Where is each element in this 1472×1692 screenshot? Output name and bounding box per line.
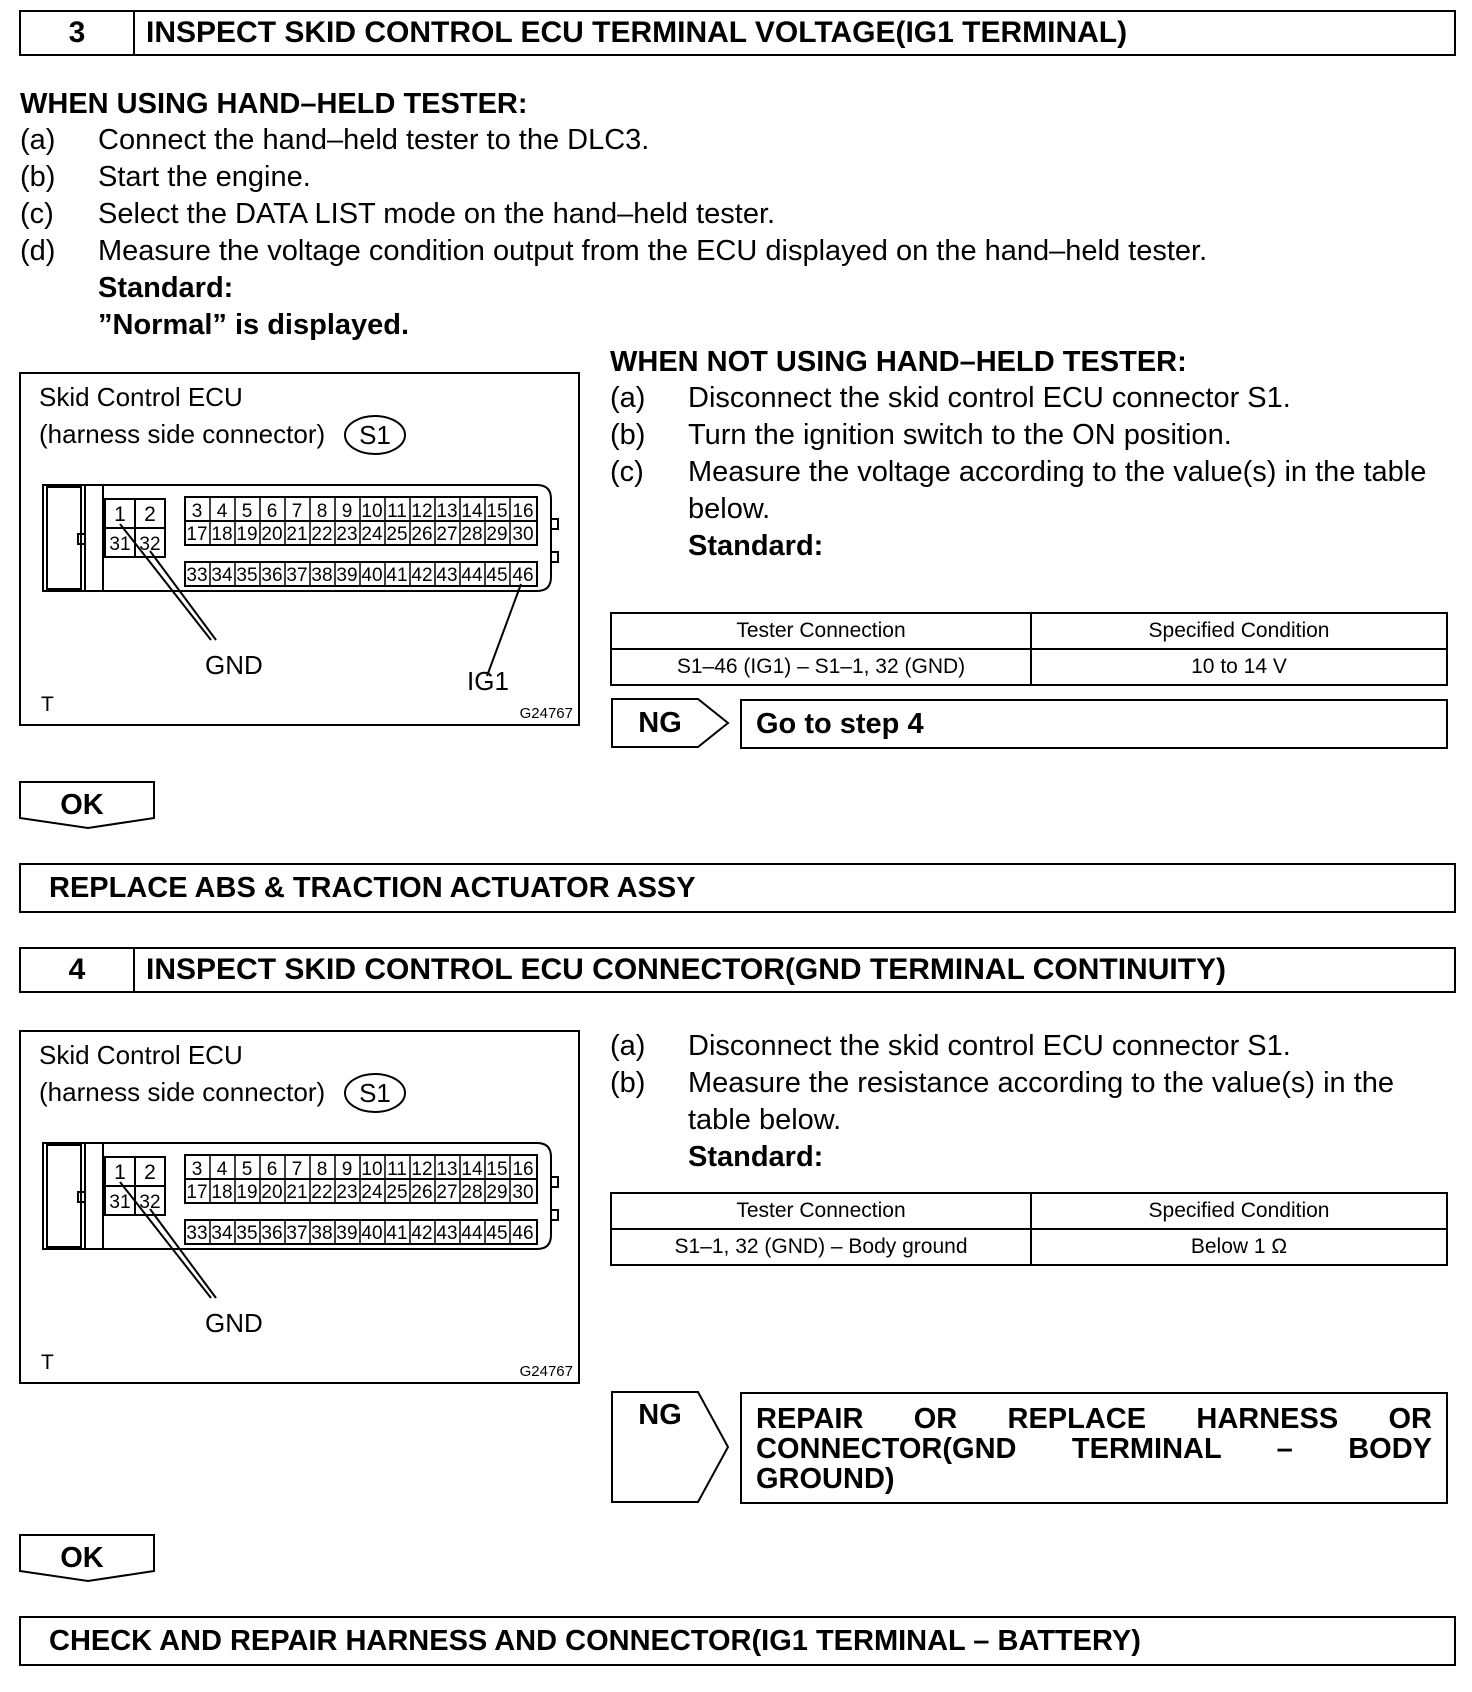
svg-text:20: 20 <box>261 1182 283 1203</box>
svg-text:19: 19 <box>236 1182 258 1203</box>
step-4-header <box>19 947 1456 993</box>
svg-text:31: 31 <box>109 1192 131 1213</box>
svg-text:39: 39 <box>336 1223 358 1244</box>
svg-text:24: 24 <box>361 524 383 545</box>
table-header-cell: Tester Connection <box>611 1193 1031 1229</box>
ng-label: NG <box>638 707 682 739</box>
step-3-title: INSPECT SKID CONTROL ECU TERMINAL VOLTAGE(IG1 TERMINAL) <box>146 16 1128 49</box>
svg-text:43: 43 <box>436 565 458 586</box>
svg-text:30: 30 <box>512 524 534 545</box>
svg-text:35: 35 <box>236 1223 258 1244</box>
svg-text:26: 26 <box>411 1182 433 1203</box>
figure-title-1: Skid Control ECU <box>39 382 243 412</box>
step-4-spec-table <box>610 1192 1448 1266</box>
step-3-standard-label: Standard: <box>688 530 824 562</box>
hht-standard-label: Standard: <box>98 272 234 304</box>
svg-text:19: 19 <box>236 524 258 545</box>
svg-text:38: 38 <box>311 1223 333 1244</box>
step-3-ok-result: REPLACE ABS & TRACTION ACTUATOR ASSY <box>19 863 1456 913</box>
step-3-spec-table <box>610 612 1448 686</box>
svg-text:11: 11 <box>387 1159 407 1180</box>
no-hht-step-c: (c) Measure the voltage according to the value(s) in the table below. <box>610 456 1427 525</box>
svg-text:30: 30 <box>512 1182 534 1203</box>
table-cell: Below 1 Ω <box>1031 1229 1447 1265</box>
svg-text:9: 9 <box>341 501 353 522</box>
table-header-row <box>611 1193 1447 1229</box>
svg-text:46: 46 <box>512 1223 534 1244</box>
svg-text:34: 34 <box>211 565 233 586</box>
svg-text:1: 1 <box>114 1161 126 1184</box>
svg-text:31: 31 <box>109 534 131 555</box>
step-4-ng-arrow <box>610 1390 740 1506</box>
svg-text:5: 5 <box>241 1159 253 1180</box>
ng-target-line: GROUND) <box>756 1463 895 1495</box>
hht-step-b: (b) Start the engine. <box>20 161 311 193</box>
svg-text:2: 2 <box>144 1161 156 1184</box>
svg-text:29: 29 <box>486 524 508 545</box>
svg-text:32: 32 <box>139 1192 161 1213</box>
svg-text:20: 20 <box>261 524 283 545</box>
no-hht-step-b: (b) Turn the ignition switch to the ON position. <box>610 419 1232 451</box>
svg-text:16: 16 <box>512 501 534 522</box>
svg-text:13: 13 <box>436 501 458 522</box>
no-hht-heading: WHEN NOT USING HAND–HELD TESTER: <box>610 346 1187 378</box>
svg-text:17: 17 <box>186 524 208 545</box>
step-4-connector-figure <box>19 1030 580 1384</box>
step-4-standard-label: Standard: <box>688 1141 824 1173</box>
hht-step-c: (c) Select the DATA LIST mode on the hand–held tester. <box>20 198 776 230</box>
svg-text:25: 25 <box>386 1182 408 1203</box>
ng-target-line: REPAIR OR REPLACE HARNESS OR <box>756 1403 1432 1435</box>
hht-step-a: (a) Connect the hand–held tester to the DLC3. <box>20 124 650 156</box>
connector-id: S1 <box>359 1078 391 1108</box>
svg-text:8: 8 <box>316 501 328 522</box>
step-3-ng-arrow <box>610 697 740 751</box>
table-row <box>611 1229 1447 1265</box>
step-4-step-b: (b) Measure the resistance according to the value(s) in the table below. <box>610 1067 1395 1136</box>
svg-text:23: 23 <box>336 1182 358 1203</box>
connector-id: S1 <box>359 420 391 450</box>
svg-text:10: 10 <box>361 1159 383 1180</box>
svg-text:44: 44 <box>461 1223 483 1244</box>
svg-text:21: 21 <box>286 1182 308 1203</box>
svg-text:22: 22 <box>311 1182 333 1203</box>
svg-text:28: 28 <box>461 524 483 545</box>
svg-text:14: 14 <box>461 1159 483 1180</box>
svg-text:13: 13 <box>436 1159 458 1180</box>
svg-text:12: 12 <box>411 501 433 522</box>
figure-code: G24767 <box>519 705 573 722</box>
svg-text:7: 7 <box>291 1159 303 1180</box>
gnd-label: GND <box>205 650 263 680</box>
step-3-connector-figure <box>19 372 580 726</box>
hht-heading: WHEN USING HAND–HELD TESTER: <box>20 88 528 120</box>
svg-text:26: 26 <box>411 524 433 545</box>
svg-text:41: 41 <box>386 565 408 586</box>
figure-title-2: (harness side connector) <box>39 1077 326 1107</box>
svg-text:6: 6 <box>266 1159 278 1180</box>
hht-standard-value: ”Normal” is displayed. <box>98 309 410 341</box>
svg-text:1: 1 <box>114 503 126 526</box>
svg-text:12: 12 <box>411 1159 433 1180</box>
svg-text:27: 27 <box>436 1182 458 1203</box>
table-cell: S1–46 (IG1) – S1–1, 32 (GND) <box>611 649 1031 685</box>
hht-step-d: (d) Measure the voltage condition output from the ECU displayed on the hand–held tester. <box>20 235 1208 267</box>
svg-text:40: 40 <box>361 1223 383 1244</box>
corner-letter: T <box>41 693 54 716</box>
svg-text:3: 3 <box>191 1159 203 1180</box>
step-3-number: 3 <box>21 12 135 54</box>
svg-text:24: 24 <box>361 1182 383 1203</box>
svg-text:18: 18 <box>211 524 233 545</box>
svg-text:17: 17 <box>186 1182 208 1203</box>
svg-text:15: 15 <box>486 501 508 522</box>
table-cell: S1–1, 32 (GND) – Body ground <box>611 1229 1031 1265</box>
svg-text:2: 2 <box>144 503 156 526</box>
svg-text:3: 3 <box>191 501 203 522</box>
ok-label: OK <box>60 789 104 821</box>
svg-text:27: 27 <box>436 524 458 545</box>
svg-text:11: 11 <box>387 501 407 522</box>
svg-text:46: 46 <box>512 565 534 586</box>
corner-letter: T <box>41 1351 54 1374</box>
step-4-ok-arrow <box>18 1533 158 1585</box>
svg-text:28: 28 <box>461 1182 483 1203</box>
table-row <box>611 649 1447 685</box>
svg-text:37: 37 <box>286 565 308 586</box>
step-3-ng-target[interactable]: Go to step 4 <box>740 699 1448 749</box>
table-header-cell: Tester Connection <box>611 613 1031 649</box>
svg-text:5: 5 <box>241 501 253 522</box>
svg-text:33: 33 <box>186 565 208 586</box>
svg-text:14: 14 <box>461 501 483 522</box>
svg-text:44: 44 <box>461 565 483 586</box>
svg-text:29: 29 <box>486 1182 508 1203</box>
ng-target-line: CONNECTOR(GND TERMINAL – BODY <box>756 1433 1432 1465</box>
svg-text:32: 32 <box>139 534 161 555</box>
ig1-leader-line <box>487 584 521 676</box>
ok-label: OK <box>60 1542 104 1574</box>
svg-text:45: 45 <box>486 565 508 586</box>
svg-text:36: 36 <box>261 1223 283 1244</box>
svg-text:42: 42 <box>411 1223 433 1244</box>
svg-text:15: 15 <box>486 1159 508 1180</box>
svg-text:43: 43 <box>436 1223 458 1244</box>
ng-label: NG <box>638 1399 682 1431</box>
ig1-label: IG1 <box>467 666 509 696</box>
table-header-cell: Specified Condition <box>1031 613 1447 649</box>
svg-text:8: 8 <box>316 1159 328 1180</box>
svg-text:40: 40 <box>361 565 383 586</box>
gnd-label: GND <box>205 1308 263 1338</box>
table-header-cell: Specified Condition <box>1031 1193 1447 1229</box>
svg-text:7: 7 <box>291 501 303 522</box>
svg-text:34: 34 <box>211 1223 233 1244</box>
step-4-title: INSPECT SKID CONTROL ECU CONNECTOR(GND TERMINAL CONTINUITY) <box>146 953 1227 986</box>
step-3-header <box>19 10 1456 56</box>
svg-text:4: 4 <box>216 1159 228 1180</box>
svg-text:25: 25 <box>386 524 408 545</box>
step-4-number: 4 <box>21 949 135 991</box>
svg-text:22: 22 <box>311 524 333 545</box>
figure-title-1: Skid Control ECU <box>39 1040 243 1070</box>
svg-text:23: 23 <box>336 524 358 545</box>
step-4-ng-target[interactable] <box>740 1392 1448 1504</box>
svg-text:36: 36 <box>261 565 283 586</box>
step-4-step-a: (a) Disconnect the skid control ECU connector S1. <box>610 1030 1291 1062</box>
svg-text:33: 33 <box>186 1223 208 1244</box>
step-3-ok-arrow <box>18 780 158 832</box>
svg-text:38: 38 <box>311 565 333 586</box>
svg-text:35: 35 <box>236 565 258 586</box>
svg-text:21: 21 <box>286 524 308 545</box>
no-hht-step-a: (a) Disconnect the skid control ECU connector S1. <box>610 382 1291 414</box>
svg-text:45: 45 <box>486 1223 508 1244</box>
svg-text:18: 18 <box>211 1182 233 1203</box>
svg-text:39: 39 <box>336 565 358 586</box>
svg-text:16: 16 <box>512 1159 534 1180</box>
table-cell: 10 to 14 V <box>1031 649 1447 685</box>
figure-code: G24767 <box>519 1363 573 1380</box>
figure-title-2: (harness side connector) <box>39 419 326 449</box>
table-header-row <box>611 613 1447 649</box>
svg-text:9: 9 <box>341 1159 353 1180</box>
svg-text:4: 4 <box>216 501 228 522</box>
svg-text:41: 41 <box>386 1223 408 1244</box>
svg-text:37: 37 <box>286 1223 308 1244</box>
svg-text:42: 42 <box>411 565 433 586</box>
svg-text:6: 6 <box>266 501 278 522</box>
svg-text:10: 10 <box>361 501 383 522</box>
step-4-ok-result: CHECK AND REPAIR HARNESS AND CONNECTOR(IG1 TERMINAL – BATTERY) <box>19 1616 1456 1666</box>
